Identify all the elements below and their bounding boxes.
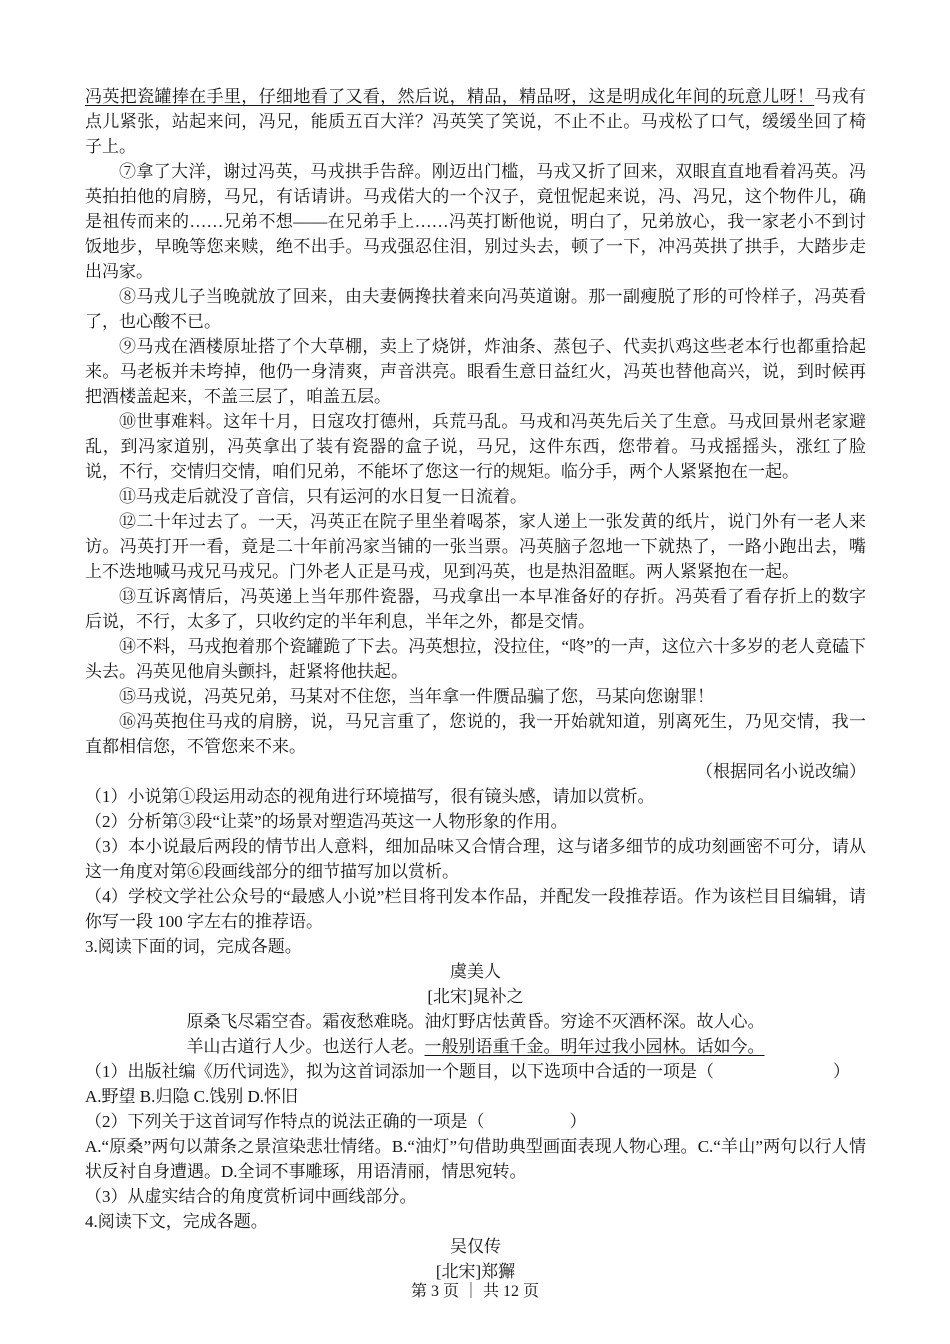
question-3-2 [85,1109,866,1134]
underlined-text: 冯英把瓷罐捧在手里，仔细地看了又看，然后说，精品，精品呀，这是明成化年间的玩意儿呀！ [85,87,815,106]
story-paragraph-7 [85,159,866,284]
question-2-3 [85,834,866,884]
document-body [85,84,866,1284]
text-run: ⑩世事难料。这年十月，日寇攻打德州，兵荒马乱。马戎和冯英先后关了生意。马戎回景州老家避乱，到冯家道别，冯英拿出了装有瓷器的盒子说，马兄，这件东西，您带着。马戎摇摇头，涨红了脸说，不行，交情归交情，咱们兄弟，不能坏了您这一行的规矩。临分手，两个人紧紧抱在一起。 [85,412,866,481]
story-paragraph-8 [85,284,866,334]
page-footer [0,1278,950,1301]
text-run: ⑮马戎说，冯英兄弟，马某对不住您，当年拿一件赝品骗了您，马某向您谢罪！ [119,687,714,706]
text-run: ⑧马戎儿子当晚就放了回来，由夫妻俩搀扶着来向冯英道谢。那一副瘦脱了形的可怜样子，冯英看了，也心酸不已。 [85,287,866,331]
story-paragraph-16 [85,709,866,759]
text-run: 马戎有点儿紧张，站起来问，冯兄，能质五百大洋？冯英笑了笑说，不止不止。马戎松了口气，缓缓坐回了椅子上。 [85,87,867,156]
story-paragraph-10 [85,409,866,484]
text-run: （根据同名小说改编） [696,762,866,781]
poem-line-2 [85,1034,866,1059]
question-2-1 [85,784,866,809]
text-run: 原桑飞尽霜空杳。霜夜愁难晓。油灯野店怯黄昏。穷途不灭酒杯深。故人心。 [186,1012,765,1031]
text-run: 羊山古道行人少。也送行人老。 [186,1037,425,1056]
section-4-heading [85,1209,866,1234]
text-run: （1）出版社编《历代词选》，拟为这首词添加一个题目，以下选项中合适的一项是（ ） [85,1062,850,1081]
poem-author [85,984,866,1009]
text-run: [北宋]晁补之 [427,987,524,1006]
question-2-2 [85,809,866,834]
poem-title [85,959,866,984]
question-3-3 [85,1184,866,1209]
story-paragraph-14 [85,634,866,684]
poem-line-1 [85,1009,866,1034]
text-run: ⑭不料，马戎抱着那个瓷罐跪了下去。冯英想拉，没拉住，“咚”的一声，这位六十多岁的老人竟磕下头去。冯英见他肩头颤抖，赶紧将他扶起。 [85,637,866,681]
question-3-1-options [85,1084,866,1109]
question-3-1 [85,1059,866,1084]
text-run: 虞美人 [450,962,501,981]
text-run: ⑪马戎走后就没了音信，只有运河的水日复一日流着。 [119,487,527,506]
story-source-note [85,759,866,784]
text-run: ⑨马戎在酒楼原址搭了个大草棚，卖上了烧饼，炸油条、蒸包子、代卖扒鸡这些老本行也都重拾起来。马老板并未垮掉，他仍一身清爽，声音洪亮。眼看生意日益红火，冯英也替他高兴，说，到时候再把酒楼盖起来，不盖三层了，咱盖五层。 [85,337,866,406]
story-paragraph-12 [85,509,866,584]
text-run: ⑬互诉离情后，冯英递上当年那件瓷器，马戎拿出一本早准备好的存折。冯英看了看存折上的数字后说，不行，太多了，只收约定的半年利息，半年之外，都是交情。 [85,587,866,631]
passage-title [85,1234,866,1259]
text-run: ⑦拿了大洋，谢过冯英，马戎拱手告辞。刚迈出门槛，马戎又折了回来，双眼直直地看着冯英。冯英拍拍他的肩膀，马兄，有话请讲。马戎偌大的一个汉子，竟忸怩起来说，冯、冯兄，这个物件儿，确是祖传而来的……兄弟不想——在兄弟手上……冯英打断他说，明白了，兄弟放心，我一家老小不到讨饭地步，早晚等您来赎，绝不出手。马戎强忍住泪，别过头去，顿了一下，冲冯英拱了拱手，大踏步走出冯家。 [85,162,866,281]
text-run: （3）从虚实结合的角度赏析词中画线部分。 [85,1187,417,1206]
section-3-heading [85,934,866,959]
story-paragraph-13 [85,584,866,634]
question-2-4 [85,884,866,934]
text-run: （3）本小说最后两段的情节出人意料，细加品味又合情合理，这与诸多细节的成功刻画密不可分，请从这一角度对第⑥段画线部分的细节描写加以赏析。 [85,837,866,881]
page-number: 第 3 页 ｜ 共 12 页 [410,1283,539,1300]
text-run: A.野望 B.归隐 C.饯别 D.怀旧 [85,1087,298,1106]
story-paragraph-11 [85,484,866,509]
story-paragraph-15 [85,684,866,709]
text-run: ⑫二十年过去了。一天，冯英正在院子里坐着喝茶，家人递上一张发黄的纸片，说门外有一老人来访。冯英打开一看，竟是二十年前冯家当铺的一张当票。冯英脑子忽地一下就热了，一路小跑出去，嘴上不迭地喊马戎兄马戎兄。门外老人正是马戎，见到冯英，也是热泪盈眶。两人紧紧抱在一起。 [85,512,866,581]
story-paragraph-6-continued [85,84,866,159]
text-run: （2）分析第③段“让菜”的场景对塑造冯英这一人物形象的作用。 [85,812,568,831]
question-3-2-options [85,1134,866,1184]
text-run: 3.阅读下面的词，完成各题。 [85,937,302,956]
text-run: 吴仅传 [450,1237,501,1256]
text-run: （1）小说第①段运用动态的视角进行环境描写，很有镜头感，请加以赏析。 [85,787,655,806]
text-run: （2）下列关于这首词写作特点的说法正确的一项是（ ） [85,1112,587,1131]
text-run: A.“原桑”两句以萧条之景渲染悲壮情绪。B.“油灯”句借助典型画面表现人物心理。C.“羊山”两句以行人情状反衬自身遭遇。D.全词不事雕琢，用语清丽，情思宛转。 [85,1137,866,1181]
story-paragraph-9 [85,334,866,409]
text-run: 4.阅读下文，完成各题。 [85,1212,268,1231]
text-run: [北宋]郑獬 [435,1262,516,1281]
text-run: （4）学校文学社公众号的“最感人小说”栏目将刊发本作品，并配发一段推荐语。作为该栏目目编辑，请你写一段 100 字左右的推荐语。 [85,887,866,931]
underlined-text: 一般别语重千金。明年过我小园林。话如今。 [424,1037,765,1056]
text-run: ⑯冯英抱住马戎的肩膀，说，马兄言重了，您说的，我一开始就知道，别离死生，乃见交情，我一直都相信您，不管您来不来。 [85,712,866,756]
